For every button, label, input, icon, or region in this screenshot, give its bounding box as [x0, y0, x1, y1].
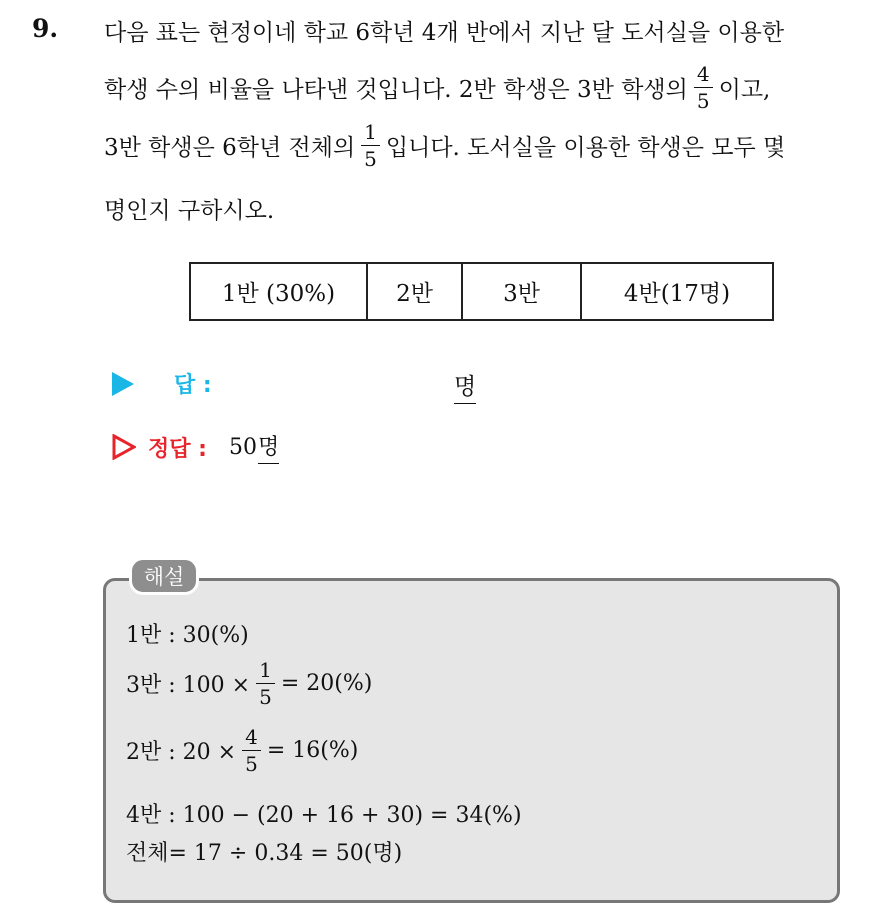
- solution-line-1: [126, 618, 249, 649]
- solution-text: 3반 : 100 ×: [126, 673, 251, 698]
- fraction-numerator: 1: [364, 120, 377, 144]
- table-row: [190, 263, 773, 320]
- solution-line-4: [126, 798, 522, 829]
- fraction-denominator: 5: [245, 752, 258, 776]
- question-text: 이고,: [718, 77, 771, 103]
- question-text: 다음 표는 현정이네 학교 6학년 4개 반에서 지난 달 도서실을 이용한: [104, 20, 785, 46]
- solution-text: 1반 : 30(%): [126, 623, 249, 648]
- fraction-denominator: 5: [364, 147, 377, 171]
- question-line-2: [104, 64, 770, 111]
- question-line-4: [104, 192, 274, 225]
- fraction: [242, 727, 261, 774]
- answer-row: [112, 368, 212, 399]
- play-triangle-icon: [112, 372, 134, 396]
- solution-line-2: [126, 660, 372, 707]
- fraction: [361, 122, 380, 169]
- table-cell-class-3: 3반: [462, 263, 581, 320]
- question-text: 입니다. 도서실을 이용한 학생은 모두 몇: [385, 135, 786, 161]
- fraction-numerator: 4: [245, 725, 258, 749]
- question-line-3: [104, 122, 785, 169]
- table-cell-class-2: 2반: [367, 263, 462, 320]
- fraction: [694, 64, 713, 111]
- answer-label: 답 :: [174, 373, 212, 398]
- table-cell-class-4: 4반(17명): [581, 263, 773, 320]
- outline-triangle-icon: [112, 434, 136, 460]
- solution-text: 2반 : 20 ×: [126, 740, 237, 765]
- solution-text: 전체= 17 ÷ 0.34 = 50(명): [126, 841, 403, 866]
- solution-text: = 20(%): [280, 671, 373, 696]
- fraction-denominator: 5: [259, 685, 272, 709]
- solution-text: 4반 : 100 − (20 + 16 + 30) = 34(%): [126, 803, 522, 828]
- solution-line-3: [126, 727, 358, 774]
- correct-answer-label: 정답 :: [148, 436, 207, 462]
- table-cell-class-1: 1반 (30%): [190, 263, 367, 320]
- correct-answer-value: 50: [228, 434, 257, 460]
- class-ratio-table: [189, 262, 774, 321]
- correct-answer-unit: 명: [258, 430, 279, 464]
- fraction-numerator: 1: [259, 658, 272, 682]
- answer-blank-unit[interactable]: 명: [454, 368, 476, 404]
- fraction-denominator: 5: [696, 89, 710, 113]
- correct-answer-row: [112, 430, 279, 464]
- explanation-tab: 해설: [129, 557, 199, 595]
- question-line-1: [104, 14, 784, 47]
- solution-line-5: [126, 836, 402, 867]
- question-number: 9.: [32, 14, 59, 43]
- question-text: 명인지 구하시오.: [104, 198, 275, 224]
- question-text: 3반 학생은 6학년 전체의: [104, 135, 356, 161]
- fraction-numerator: 4: [696, 62, 710, 86]
- question-text: 학생 수의 비율을 나타낸 것입니다. 2반 학생은 3반 학생의: [104, 77, 688, 103]
- fraction: [256, 660, 275, 707]
- solution-text: = 16(%): [266, 738, 359, 763]
